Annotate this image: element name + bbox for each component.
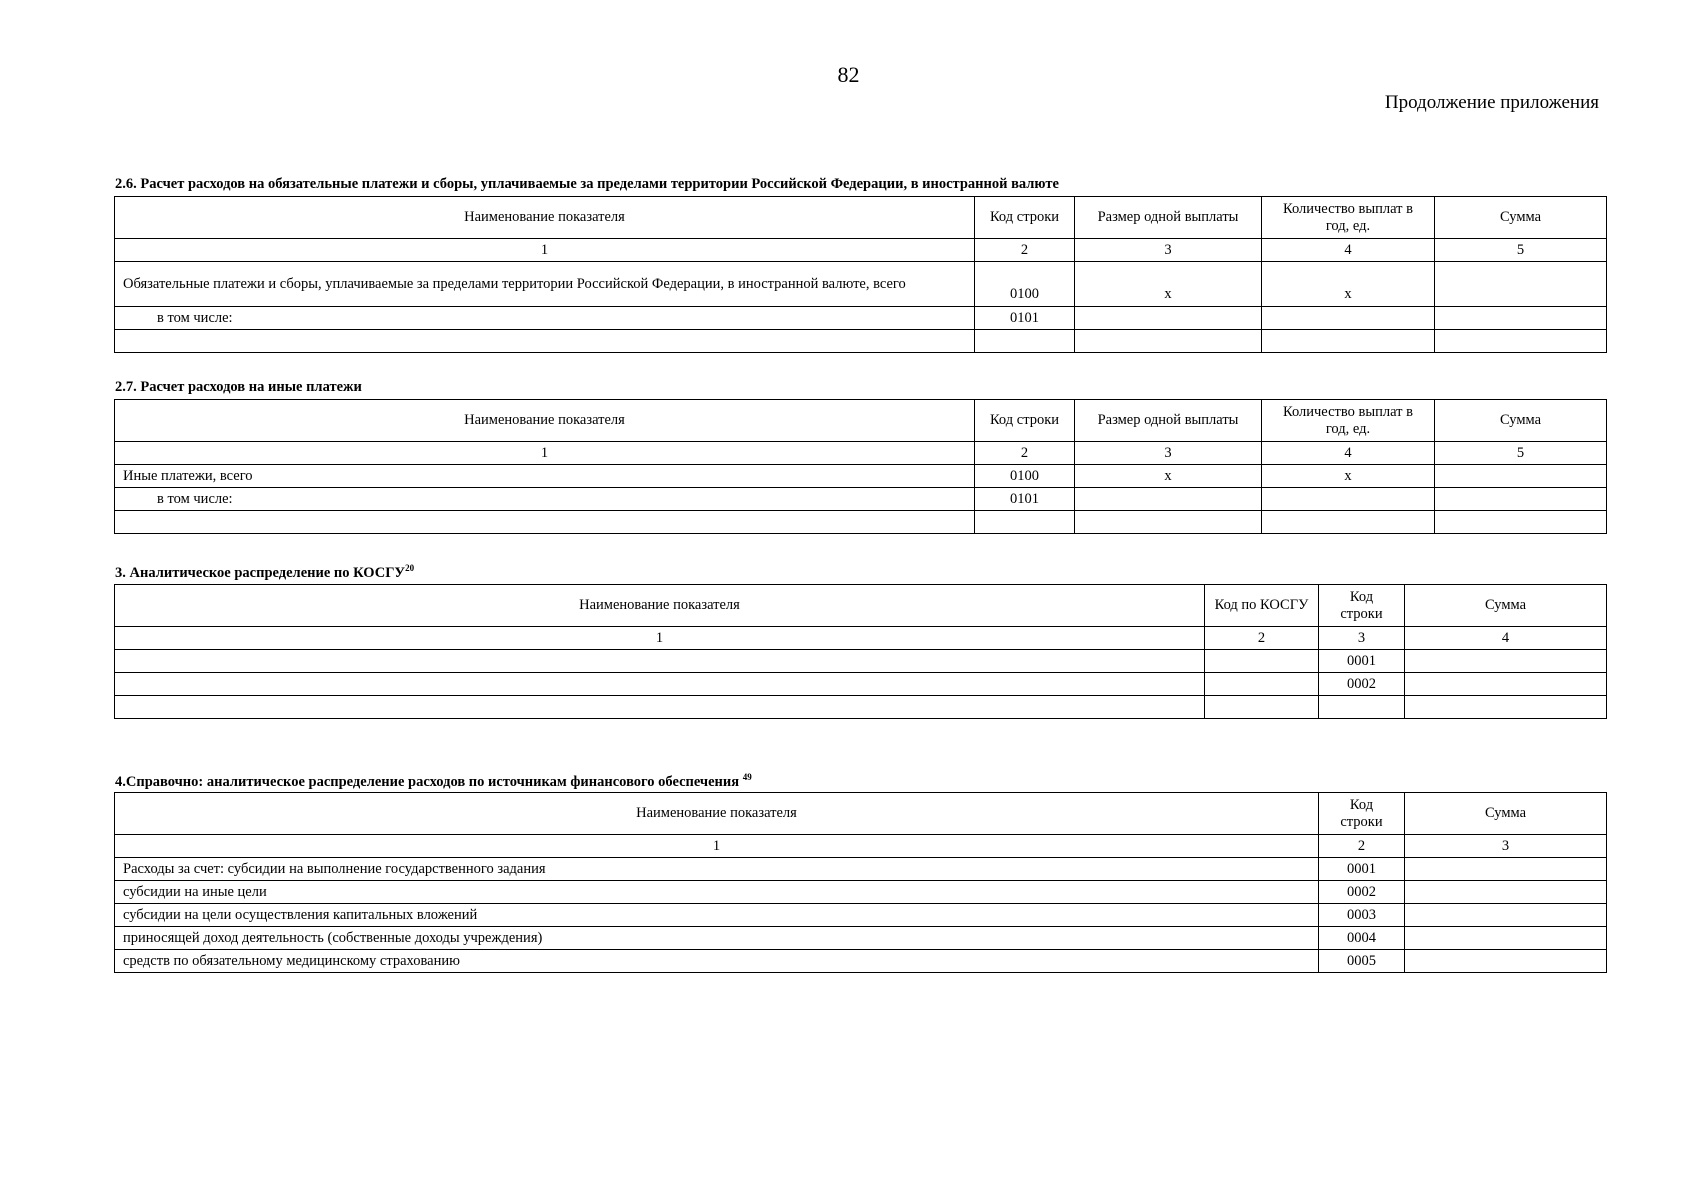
header-indicator-name: Наименование показателя xyxy=(115,793,1319,835)
row-sum xyxy=(1405,927,1607,950)
row-sum xyxy=(1435,465,1607,488)
table-row xyxy=(115,673,1607,696)
empty-cell xyxy=(1319,696,1405,719)
row-code: 0002 xyxy=(1319,673,1405,696)
row-sum xyxy=(1405,858,1607,881)
footnote-mark: 20 xyxy=(405,563,415,573)
row-indicator-name: в том числе: xyxy=(115,307,975,330)
row-payment-size: x xyxy=(1075,465,1262,488)
table-header-row xyxy=(115,197,1607,239)
column-number-row xyxy=(115,835,1607,858)
empty-cell xyxy=(1435,511,1607,534)
row-indicator-name: Иные платежи, всего xyxy=(115,465,975,488)
empty-cell xyxy=(1075,511,1262,534)
row-sum xyxy=(1405,881,1607,904)
table-3 xyxy=(114,584,1607,719)
row-sum xyxy=(1405,950,1607,973)
empty-cell xyxy=(115,696,1205,719)
empty-cell xyxy=(1075,330,1262,353)
row-indicator-name xyxy=(115,673,1205,696)
row-indicator-name: в том числе: xyxy=(115,488,975,511)
row-indicator-name: Расходы за счет: субсидии на выполнение государственного задания xyxy=(115,858,1319,881)
table-row xyxy=(115,858,1607,881)
header-payments-count: Количество выплат в год, ед. xyxy=(1262,197,1435,239)
row-code: 0001 xyxy=(1319,858,1405,881)
row-code: 0101 xyxy=(975,307,1075,330)
row-kosgu-code xyxy=(1205,650,1319,673)
column-number: 1 xyxy=(115,835,1319,858)
table-2-6 xyxy=(114,196,1607,353)
row-payments-count: x xyxy=(1262,465,1435,488)
header-payment-size: Размер одной выплаты xyxy=(1075,197,1262,239)
column-number: 2 xyxy=(975,239,1075,262)
column-number: 3 xyxy=(1075,442,1262,465)
section-4-title xyxy=(115,772,752,791)
row-sum xyxy=(1405,650,1607,673)
header-sum: Сумма xyxy=(1405,793,1607,835)
row-code: 0001 xyxy=(1319,650,1405,673)
header-sum: Сумма xyxy=(1435,197,1607,239)
header-sum: Сумма xyxy=(1435,400,1607,442)
row-sum xyxy=(1405,673,1607,696)
column-number: 2 xyxy=(1205,627,1319,650)
row-indicator-name xyxy=(115,650,1205,673)
empty-cell xyxy=(1262,330,1435,353)
table-header-row xyxy=(115,585,1607,627)
section-3-title xyxy=(115,563,414,582)
header-kosgu-code: Код по КОСГУ xyxy=(1205,585,1319,627)
column-number: 5 xyxy=(1435,442,1607,465)
empty-cell xyxy=(1435,330,1607,353)
header-row-code: Код строки xyxy=(975,400,1075,442)
row-sum xyxy=(1435,488,1607,511)
row-code: 0101 xyxy=(975,488,1075,511)
column-number: 3 xyxy=(1319,627,1405,650)
footnote-mark: 49 xyxy=(742,772,752,782)
row-payments-count xyxy=(1262,307,1435,330)
table-row xyxy=(115,307,1607,330)
row-payments-count xyxy=(1262,488,1435,511)
row-payment-size: x xyxy=(1075,262,1262,307)
row-indicator-name: Обязательные платежи и сборы, уплачиваемые за пределами территории Российской Федерации, в иностранной валюте, всего xyxy=(115,262,975,307)
row-sum xyxy=(1435,262,1607,307)
empty-cell xyxy=(975,511,1075,534)
header-row-code: Код строки xyxy=(1319,793,1405,835)
column-number: 2 xyxy=(1319,835,1405,858)
table-row-empty xyxy=(115,696,1607,719)
row-indicator-name: приносящей доход деятельность (собственные доходы учреждения) xyxy=(115,927,1319,950)
column-number: 4 xyxy=(1262,239,1435,262)
header-indicator-name: Наименование показателя xyxy=(115,197,975,239)
header-payments-count: Количество выплат в год, ед. xyxy=(1262,400,1435,442)
header-indicator-name: Наименование показателя xyxy=(115,400,975,442)
column-number: 2 xyxy=(975,442,1075,465)
empty-cell xyxy=(1262,511,1435,534)
column-number-row xyxy=(115,627,1607,650)
row-indicator-name: субсидии на цели осуществления капитальных вложений xyxy=(115,904,1319,927)
row-payment-size xyxy=(1075,488,1262,511)
table-4 xyxy=(114,792,1607,973)
row-payment-size xyxy=(1075,307,1262,330)
table-row xyxy=(115,927,1607,950)
section-4-title-text: 4.Справочно: аналитическое распределение расходов по источникам финансового обеспечения xyxy=(115,773,740,790)
row-code: 0100 xyxy=(975,262,1075,307)
column-number: 1 xyxy=(115,442,975,465)
row-kosgu-code xyxy=(1205,673,1319,696)
section-2-6-title: 2.6. Расчет расходов на обязательные платежи и сборы, уплачиваемые за пределами территории Российской Федерации, в иностранной валюте xyxy=(115,176,1059,192)
header-payment-size: Размер одной выплаты xyxy=(1075,400,1262,442)
table-row xyxy=(115,262,1607,307)
header-indicator-name: Наименование показателя xyxy=(115,585,1205,627)
header-sum: Сумма xyxy=(1405,585,1607,627)
empty-cell xyxy=(1405,696,1607,719)
section-2-7-title: 2.7. Расчет расходов на иные платежи xyxy=(115,379,362,395)
column-number: 4 xyxy=(1405,627,1607,650)
empty-cell xyxy=(115,511,975,534)
column-number: 4 xyxy=(1262,442,1435,465)
table-row xyxy=(115,488,1607,511)
table-row-empty xyxy=(115,330,1607,353)
row-indicator-name: средств по обязательному медицинскому страхованию xyxy=(115,950,1319,973)
table-row xyxy=(115,465,1607,488)
row-sum xyxy=(1435,307,1607,330)
table-header-row xyxy=(115,793,1607,835)
page-number: 82 xyxy=(837,62,860,87)
column-number: 1 xyxy=(115,627,1205,650)
column-number: 3 xyxy=(1405,835,1607,858)
column-number: 1 xyxy=(115,239,975,262)
column-number-row xyxy=(115,442,1607,465)
column-number: 5 xyxy=(1435,239,1607,262)
table-row xyxy=(115,904,1607,927)
row-indicator-name: субсидии на иные цели xyxy=(115,881,1319,904)
table-row xyxy=(115,881,1607,904)
empty-cell xyxy=(975,330,1075,353)
table-header-row xyxy=(115,400,1607,442)
row-code: 0003 xyxy=(1319,904,1405,927)
column-number: 3 xyxy=(1075,239,1262,262)
table-row-empty xyxy=(115,511,1607,534)
table-row xyxy=(115,950,1607,973)
row-code: 0100 xyxy=(975,465,1075,488)
row-code: 0002 xyxy=(1319,881,1405,904)
table-row xyxy=(115,650,1607,673)
empty-cell xyxy=(1205,696,1319,719)
row-code: 0004 xyxy=(1319,927,1405,950)
row-code: 0005 xyxy=(1319,950,1405,973)
continuation-label: Продолжение приложения xyxy=(1384,92,1599,113)
row-payments-count: x xyxy=(1262,262,1435,307)
section-3-title-text: 3. Аналитическое распределение по КОСГУ xyxy=(115,564,406,581)
header-row-code: Код строки xyxy=(975,197,1075,239)
row-sum xyxy=(1405,904,1607,927)
header-row-code: Код строки xyxy=(1319,585,1405,627)
column-number-row xyxy=(115,239,1607,262)
table-2-7 xyxy=(114,399,1607,534)
empty-cell xyxy=(115,330,975,353)
